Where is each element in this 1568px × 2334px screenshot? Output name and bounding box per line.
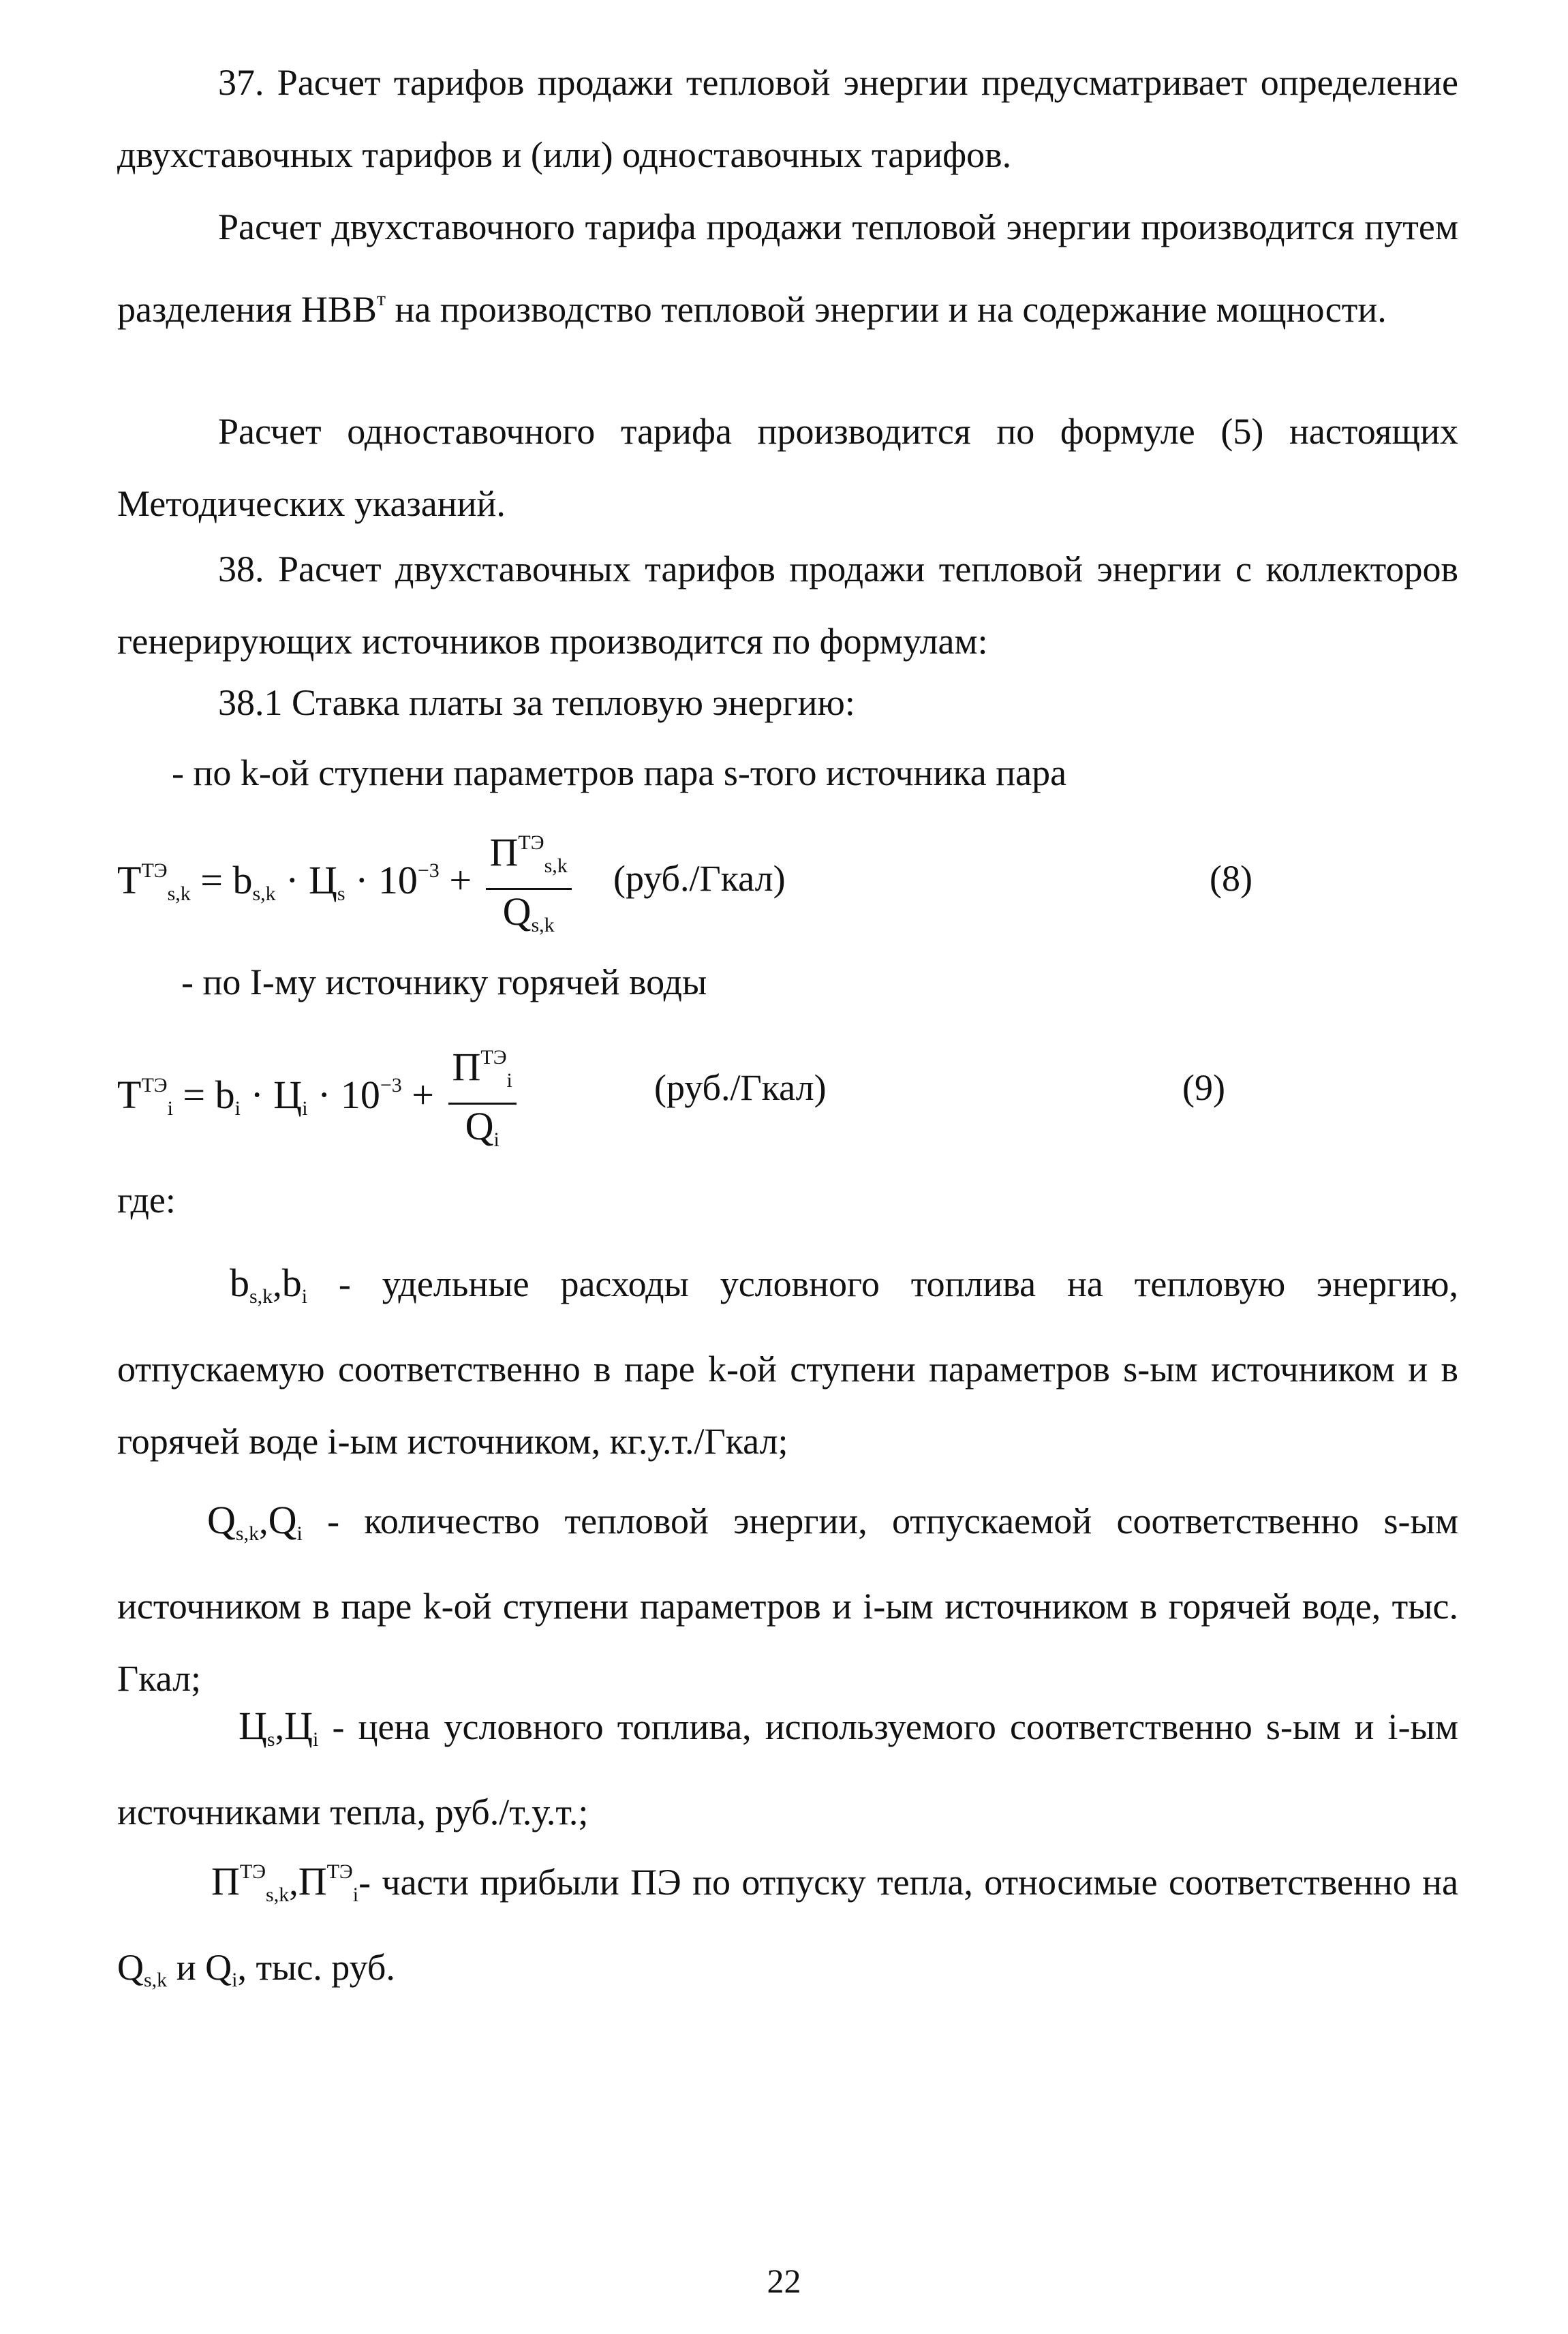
subsection-38-1: 38.1 Ставка платы за тепловую энергию: xyxy=(218,682,855,723)
formula-8-unit: (руб./Гкал) xyxy=(613,858,786,899)
definition-q: $Q_{s,k},Q_i$ - количество тепловой энергии, отпускаемой соответственно s-ым источником в паре k-ой ступени параметров и i-ым источником в горячей воде, тыс. Гкал; xyxy=(117,1498,1458,1699)
definition-b: $b_{s,k},b_i$ - удельные расходы условного топлива на тепловую энергию, отпускаемую соответственно в паре k-ой ступени параметров s-ым источником и в горячей воде i-ым источником, кг.у.т./Гкал; xyxy=(117,1261,1458,1462)
formula-9-fraction: $\frac{П^{ТЭ}_i}{Q_i}$ xyxy=(448,1036,517,1162)
formula-8: $T^{ТЭ}_{s,k} = b_{s,k} \cdot Ц_s \cdot 10^{-3}$ + $\frac{П^{ТЭ}_{s,k}}{Q_{s,k}}$ xyxy=(117,821,576,947)
paragraph-37-two-rate: Расчет двухставочного тарифа продажи тепловой энергии производится путем разделения $НВВ^т$ на производство тепловой энергии и на содержание мощности. xyxy=(117,206,1458,330)
formula-8-number: (8) xyxy=(1210,858,1252,899)
water-intro: - по I-му источнику горячей воды xyxy=(181,962,707,1002)
formula-9: $T^{ТЭ}_i = b_i \cdot Ц_i \cdot 10^{-3}$ + $\frac{П^{ТЭ}_i}{Q_i}$ xyxy=(117,1036,521,1162)
formula-9-number: (9) xyxy=(1182,1067,1225,1108)
definition-p: $П^{ТЭ}_{s,k},П^{ТЭ}_i-$ части прибыли ПЭ по отпуску тепла, относимые соответственно на $Q_{s,k}$ и $Q_i$, тыс. руб. xyxy=(117,1859,1458,1991)
paragraph-37-one-rate: Расчет одноставочного тарифа производится по формуле (5) настоящих Методических указаний. xyxy=(117,411,1458,524)
formula-8-fraction: $\frac{П^{ТЭ}_{s,k}}{Q_{s,k}}$ xyxy=(486,821,572,947)
formula-9-unit: (руб./Гкал) xyxy=(654,1067,827,1108)
definition-c: $Ц_s,Ц_i$ - цена условного топлива, используемого соответственно s-ым и i-ым источниками тепла, руб./т.у.т.; xyxy=(117,1704,1458,1832)
where-label: где: xyxy=(117,1180,176,1220)
paragraph-37: 37. Расчет тарифов продажи тепловой энергии предусматривает определение двухставочных тарифов и (или) одноставочных тарифов. xyxy=(117,62,1458,175)
steam-intro: - по k-ой ступени параметров пара s-того источника пара xyxy=(172,752,1067,793)
page-number: 22 xyxy=(767,2262,801,2300)
paragraph-38: 38. Расчет двухставочных тарифов продажи тепловой энергии с коллекторов генерирующих источников производится по формулам: xyxy=(117,549,1458,662)
